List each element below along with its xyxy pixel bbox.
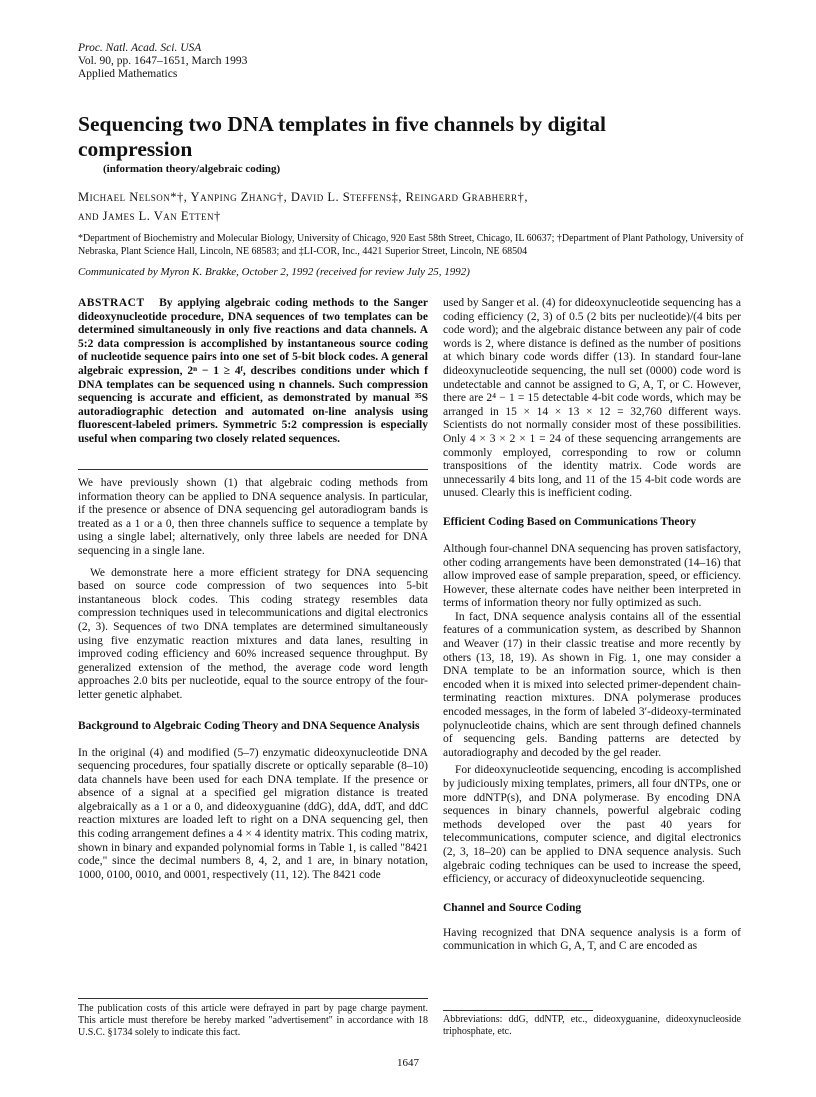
keywords: (information theory/algebraic coding) bbox=[103, 163, 281, 175]
right-paragraph-1: used by Sanger et al. (4) for dideoxynucleotide sequencing has a coding efficiency (2, 3) of 0.5 (2 bits per nucleotide)/(4 bits per code word); and the algebraic distance between any pair of code words is 2, where distance is defined as the number of positions at which binary code words differ (13). In standard four-lane dideoxynucleotide sequencing, the null set (0000) code word is undetectable and cannot be assigned to G, A, T, or C. However, there are 2⁴ − 1 = 15 detectable 4-bit code words, which may be arranged in 15 × 14 × 13 × 12 = 32,760 different ways. Scientists do not normally consider most of these possibilities. Only 4 × 3 × 2 × 1 = 24 of these sequencing arrangements are commonly employed, corresponding to row or column transpositions of the identity matrix. Code words are unnecessarily 4 bits long, and 11 of the 15 4-bit code words are unused. Clearly this is inefficient coding. bbox=[443, 297, 741, 500]
section-heading-channel-coding: Channel and Source Coding bbox=[443, 901, 582, 914]
footnote-divider-left bbox=[78, 998, 428, 999]
footnote-divider-right bbox=[443, 1010, 593, 1011]
right-paragraph-2: Although four-channel DNA sequencing has proven satisfactory, other coding arrangements have been demonstrated (14–16) that allow improved ease of sample preparation, speed, or efficiency. However, these alternate codes have neither been interpreted in terms of information theory nor fully optimized as such. bbox=[443, 542, 741, 610]
abstract-label: ABSTRACT bbox=[78, 297, 145, 309]
communicated-line: Communicated by Myron K. Brakke, October 2, 1992 (received for review July 25, 1992) bbox=[78, 266, 470, 278]
journal-volume: Vol. 90, pp. 1647–1651, March 1993 bbox=[78, 55, 248, 67]
abstract bbox=[78, 297, 428, 447]
journal-name: Proc. Natl. Acad. Sci. USA bbox=[78, 42, 202, 54]
abstract-text: By applying algebraic coding methods to the Sanger dideoxynucleotide procedure, DNA sequences of two templates can be determined simultaneously in only five reactions and data channels. A 5:2 data compression is accomplished by instantaneous source coding of nucleotide sequence pairs into one set of 5-bit block codes. A general algebraic expression, 2ⁿ − 1 ≥ 4ᶠ, describes conditions under which f DNA templates can be sequenced using n channels. Such compression sequencing is accurate and efficient, as demonstrated by manual ³⁵S autoradiographic detection and automated on-line analysis using fluorescent-labeled primers. Symmetric 5:2 compression is especially useful when comparing two closely related sequences. bbox=[78, 297, 428, 445]
journal-section: Applied Mathematics bbox=[78, 68, 178, 80]
affiliations: *Department of Biochemistry and Molecular Biology, University of Chicago, 920 East 58th Street, Chicago, IL 60637; †Department of Plant Pathology, University of Nebraska, Plant Science Hall, Lincoln, NE 68583; and ‡LI-COR, Inc., 4421 Superior Street, Lincoln, NE 68504 bbox=[78, 233, 744, 257]
intro-paragraph-1: We have previously shown (1) that algebraic coding methods from information theory can be applied to DNA sequence analysis. In particular, if the presence or absence of DNA sequencing gel autoradiogram bands is treated as a 1 or a 0, then three channels suffice to sequence a template by using a single label; alternatively, only three labels are needed for DNA sequencing in a single lane. bbox=[78, 477, 428, 557]
authors-line-1: Michael Nelson*†, Yanping Zhang†, David L. Steffens‡, Reingard Grabherr†, bbox=[78, 190, 529, 204]
publication-footnote: The publication costs of this article were defrayed in part by page charge payment. This article must therefore be hereby marked "advertisement" in accordance with 18 U.S.C. §1734 solely to indicate this fact. bbox=[78, 1003, 428, 1038]
authors bbox=[78, 188, 738, 226]
right-paragraph-4: For dideoxynucleotide sequencing, encoding is accomplished by judiciously mixing templates, primers, all four dNTPs, one or more ddNTP(s), and DNA polymerase. By encoding DNA sequences in binary channels, powerful algebraic coding methods developed over the past 40 years for telecommunications, computer science, and digital electronics (2, 3, 18–20) can be applied to DNA sequence analysis. Such algebraic coding techniques can be used to increase the speed, efficiency, or accuracy of dideoxynucleotide sequencing. bbox=[443, 764, 741, 886]
abbreviations-footnote: Abbreviations: ddG, ddNTP, etc., dideoxyguanine, dideoxynucleoside triphosphate, etc. bbox=[443, 1014, 741, 1037]
page-number: 1647 bbox=[397, 1057, 419, 1069]
background-paragraph-1: In the original (4) and modified (5–7) enzymatic dideoxynucleotide DNA sequencing procedures, four spatially discrete or optically separable (8–10) data channels have been used for each DNA template. If the presence or absence of a signal at a specified gel migration distance is treated algebraically as a 1 or a 0, and dideoxyguanine (ddG), ddA, ddT, and ddC reaction mixtures are loaded left to right on a DNA sequencing gel, then this coding arrangement defines a 4 × 4 identity matrix. This coding matrix, shown in binary and expanded polynomial forms in Table 1, is called "8421 code," since the decimal numbers 8, 4, 2, and 1 are, in binary notation, 1000, 0100, 0010, and 0001, respectively (11, 12). The 8421 code bbox=[78, 746, 428, 881]
authors-line-2: and James L. Van Etten† bbox=[78, 209, 221, 223]
right-paragraph-5: Having recognized that DNA sequence analysis is a form of communication in which G, A, T, and C are encoded as bbox=[443, 926, 741, 953]
intro-paragraph-2: We demonstrate here a more efficient strategy for DNA sequencing based on source code compression of two sequences into 5-bit instantaneous block codes. This coding strategy resembles data compression techniques used in telecommunications and digital electronics (2, 3). Sequences of two DNA templates are determined simultaneously using five enzymatic reaction mixtures and data lanes, resulting in improved coding efficiency and 60% increased sequence throughput. By generalized extension of the method, the average code word length approaches 2.0 bits per nucleotide, equal to the source entropy of the four-letter genetic alphabet. bbox=[78, 566, 428, 701]
article-title: Sequencing two DNA templates in five channels by digital compression bbox=[78, 112, 606, 161]
section-heading-efficient-coding: Efficient Coding Based on Communications Theory bbox=[443, 515, 697, 528]
left-column-body bbox=[78, 477, 428, 882]
abstract-divider bbox=[78, 469, 428, 470]
journal-header bbox=[78, 42, 247, 81]
right-paragraph-3: In fact, DNA sequence analysis contains all of the essential features of a communication system, as described by Shannon and Weaver (17) in their classic treatise and more recently by others (13, 18, 19). As shown in Fig. 1, one may consider a DNA template to be an information source, which is then encoded when it is mixed into selected primer-dependent chain-terminating reaction mixtures. DNA polymerase produces encoded messages, in the form of labeled 3′-dideoxy-terminated polynucleotide chains, which are sent through defined channels of sequencing gels. Banding patterns are detected by autoradiography and decoded by the gel reader. bbox=[443, 610, 741, 759]
section-heading-background: Background to Algebraic Coding Theory and DNA Sequence Analysis bbox=[78, 719, 420, 732]
right-column-body bbox=[443, 297, 741, 954]
